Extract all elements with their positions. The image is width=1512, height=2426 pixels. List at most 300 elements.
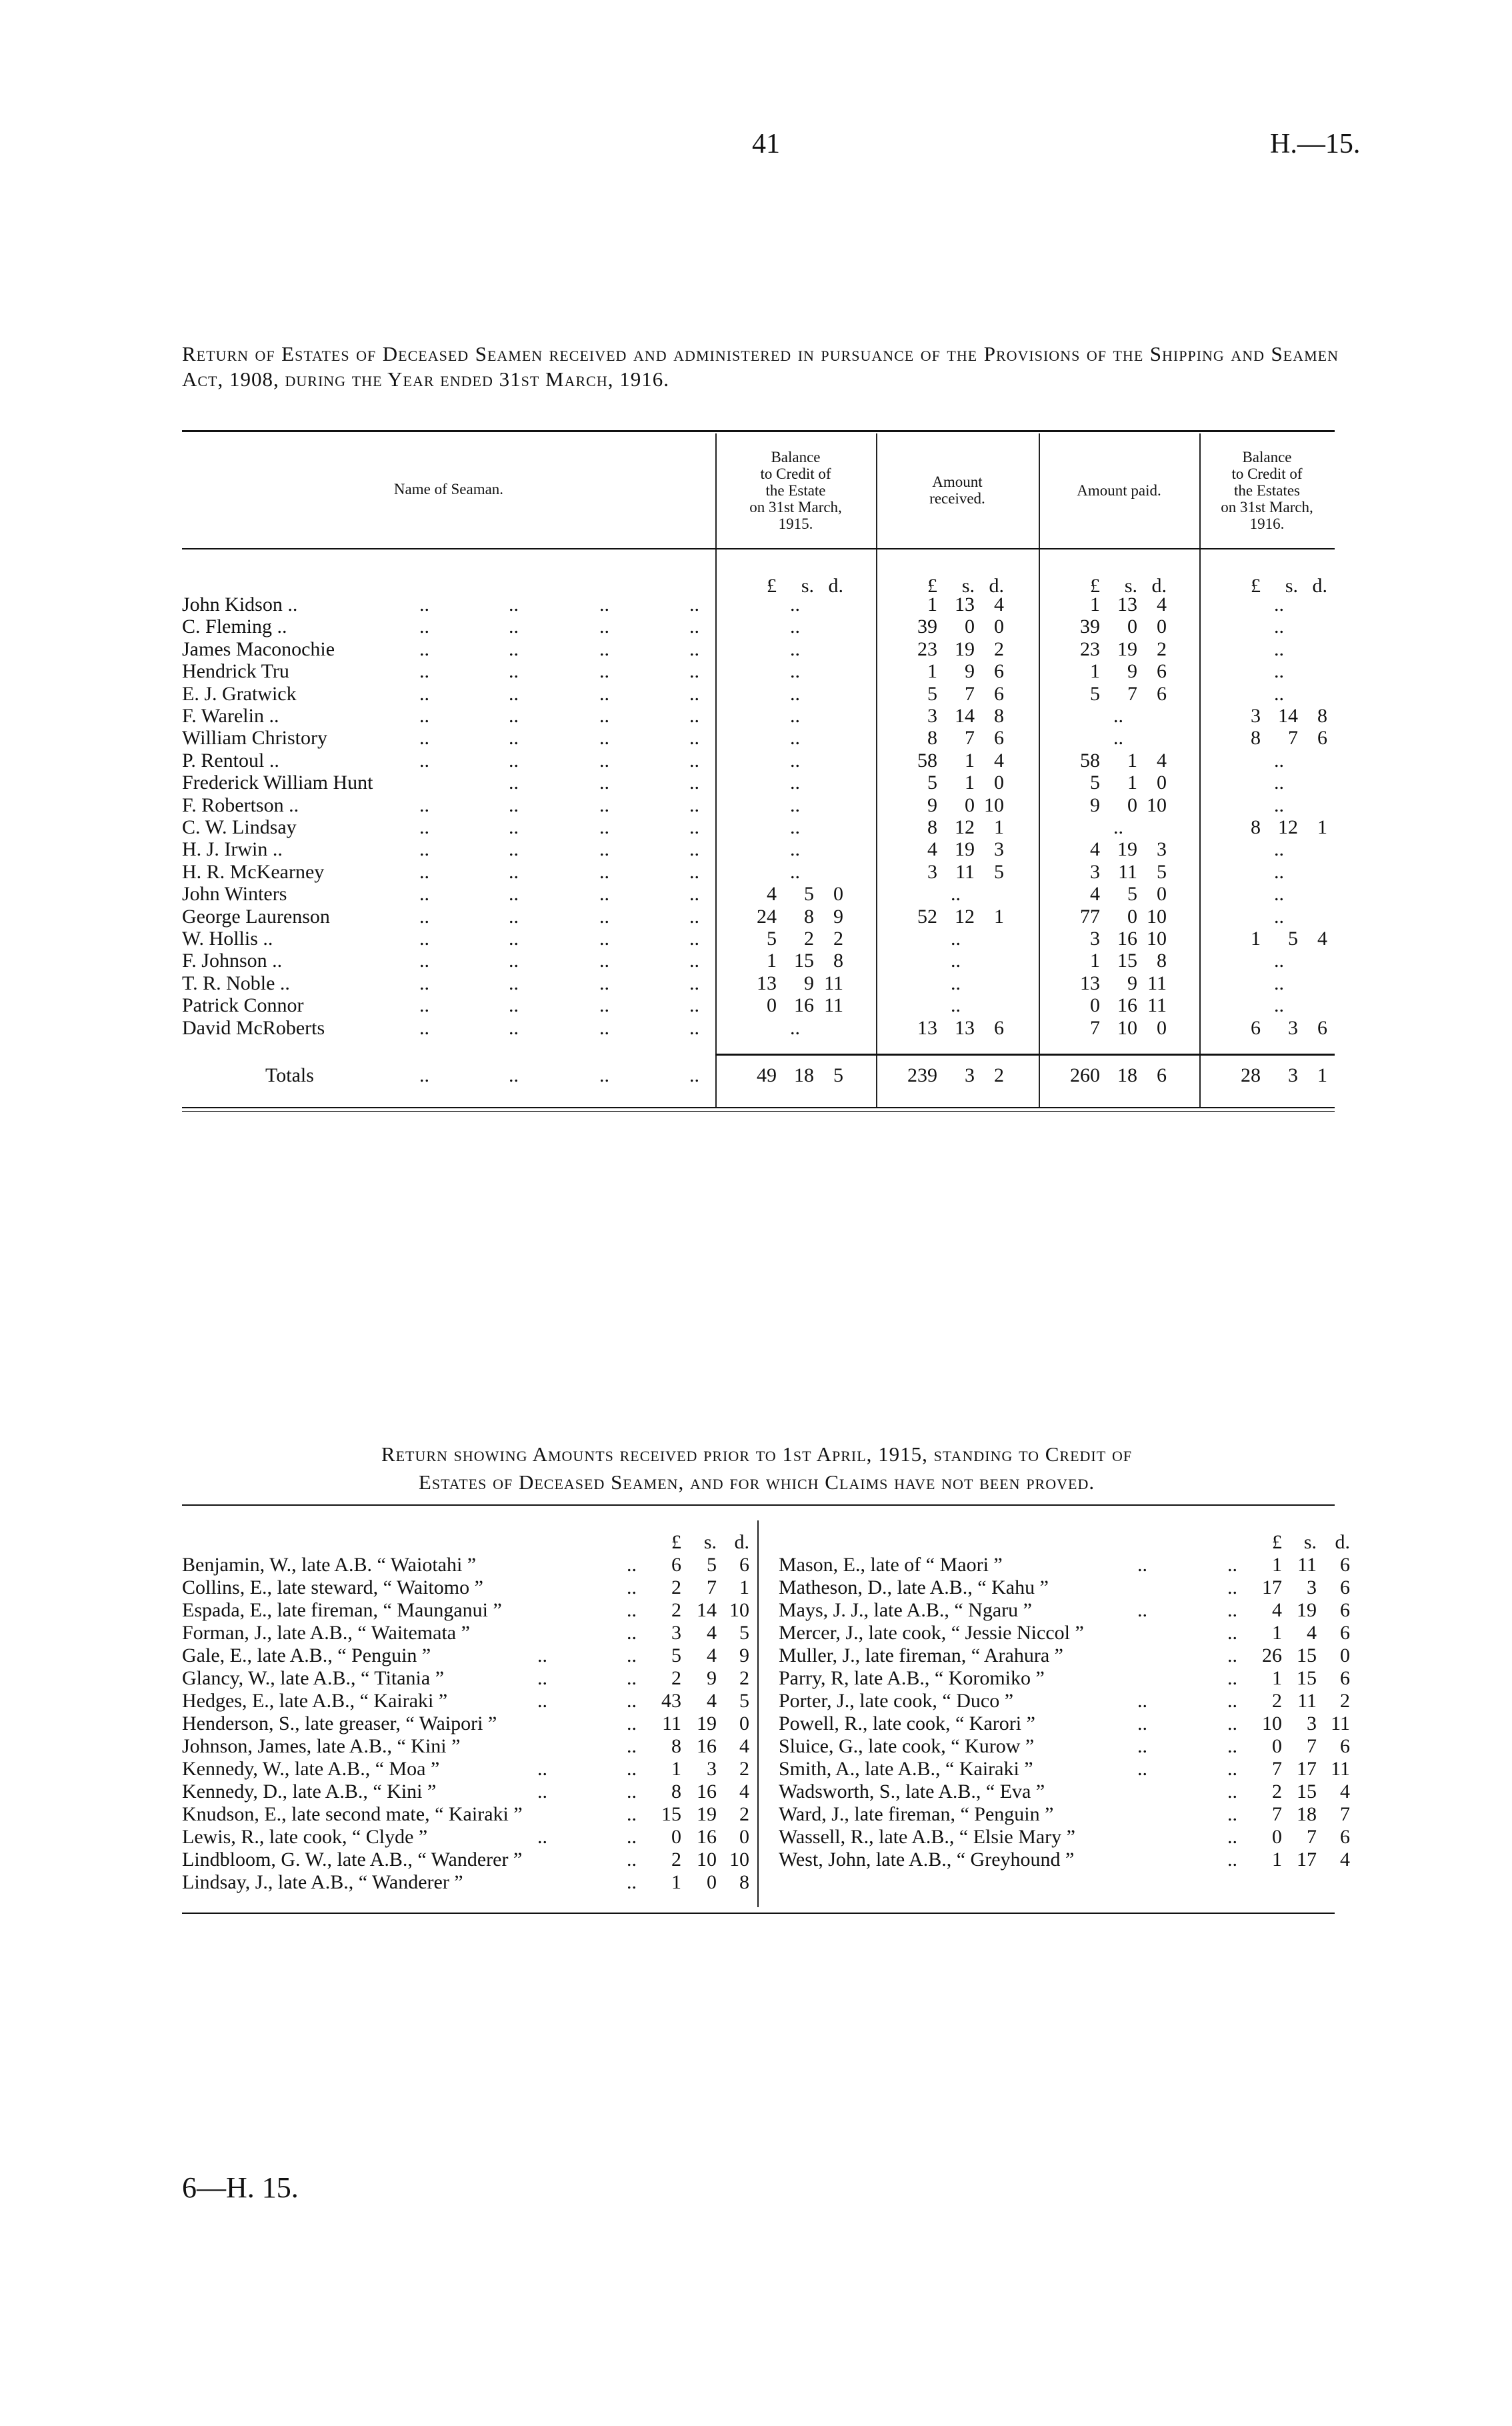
amount-pounds: 0 <box>671 1826 681 1848</box>
amount-pounds: 1 <box>1090 950 1100 972</box>
amount-pounds: 4 <box>1090 883 1100 906</box>
amount-pounds: 8 <box>927 727 937 750</box>
amount-shillings: 1 <box>965 749 975 772</box>
dot-leader: .. <box>509 838 519 861</box>
amount-shillings: 11 <box>1118 860 1137 883</box>
seaman-name: P. Rentoul .. <box>182 749 279 772</box>
dot-leader: .. <box>1227 1667 1237 1689</box>
amount-pence: 4 <box>1340 1780 1350 1802</box>
nil-marker: .. <box>951 928 961 950</box>
nil-marker: .. <box>951 972 961 994</box>
claimant-name: Gale, E., late A.B., “ Penguin ” <box>182 1644 431 1666</box>
nil-marker: .. <box>1274 682 1284 705</box>
seaman-name: David McRoberts <box>182 1016 325 1039</box>
amount-shillings: 15 <box>1297 1644 1317 1666</box>
amount-shillings: 13 <box>955 593 975 616</box>
claimant-name: Lindbloom, G. W., late A.B., “ Wanderer ” <box>182 1849 523 1871</box>
amount-shillings: 19 <box>1117 638 1137 660</box>
amount-pence: 9 <box>739 1644 749 1666</box>
dot-leader: .. <box>419 905 429 928</box>
amount-pence: 2 <box>833 928 843 950</box>
column-divider <box>1039 433 1040 1107</box>
amount-pence: 3 <box>994 838 1004 861</box>
amount-shillings: 14 <box>1278 705 1298 727</box>
dot-leader: .. <box>689 838 699 861</box>
dot-leader: .. <box>509 816 519 838</box>
table1-bottom-rule <box>182 1107 1335 1108</box>
unit-label: s. <box>1303 1531 1317 1553</box>
nil-marker: .. <box>790 838 800 861</box>
nil-marker: .. <box>1274 883 1284 906</box>
dot-leader: .. <box>599 950 609 972</box>
unit-label: s. <box>1124 575 1137 597</box>
nil-marker: .. <box>790 860 800 883</box>
amount-pence: 4 <box>1340 1849 1350 1871</box>
amount-pounds: 23 <box>917 638 937 660</box>
amount-shillings: 11 <box>955 860 975 883</box>
claimant-name: Lewis, R., late cook, “ Clyde ” <box>182 1826 428 1848</box>
amount-pence: 4 <box>994 593 1004 616</box>
amount-pence: 1 <box>994 905 1004 928</box>
amount-pence: 10 <box>1147 794 1167 816</box>
amount-shillings: 1 <box>1127 772 1137 794</box>
amount-pounds: 1 <box>767 950 777 972</box>
amount-pounds: 3 <box>671 1622 681 1644</box>
amount-pence: 8 <box>739 1871 749 1893</box>
amount-shillings: 8 <box>804 905 814 928</box>
nil-marker: .. <box>1274 638 1284 660</box>
seaman-name: T. R. Noble .. <box>182 972 290 994</box>
seaman-name: H. J. Irwin .. <box>182 838 283 861</box>
amount-shillings: 14 <box>697 1599 717 1621</box>
amount-pence: 11 <box>1147 972 1167 994</box>
amount-shillings: 7 <box>1307 1826 1317 1848</box>
column-header-line: the Estate <box>765 481 826 499</box>
dot-leader: .. <box>689 928 699 950</box>
amount-pounds: 3 <box>1090 860 1100 883</box>
claimant-name: Smith, A., late A.B., “ Kairaki ” <box>779 1758 1033 1780</box>
nil-marker: .. <box>790 816 800 838</box>
nil-marker: .. <box>1113 705 1123 727</box>
amount-pence: 1 <box>739 1576 749 1598</box>
dot-leader: .. <box>509 705 519 727</box>
amount-shillings: 18 <box>1297 1803 1317 1825</box>
amount-pence: 11 <box>1147 994 1167 1017</box>
dot-leader: .. <box>599 928 609 950</box>
amount-pence: 0 <box>994 616 1004 638</box>
amount-pence: 6 <box>1317 1016 1327 1039</box>
nil-marker: .. <box>1274 772 1284 794</box>
amount-pence: 4 <box>994 749 1004 772</box>
nil-marker: .. <box>790 1016 800 1039</box>
dot-leader: .. <box>419 705 429 727</box>
amount-pounds: 58 <box>1080 749 1100 772</box>
dot-leader: .. <box>627 1576 637 1598</box>
dot-leader: .. <box>419 816 429 838</box>
amount-pence: 10 <box>1147 905 1167 928</box>
column-divider <box>757 1520 759 1907</box>
dot-leader: .. <box>1137 1599 1147 1621</box>
amount-shillings: 15 <box>1117 950 1137 972</box>
amount-pence: 0 <box>1157 616 1167 638</box>
amount-pence: 5 <box>833 1064 843 1086</box>
dot-leader: .. <box>689 816 699 838</box>
seaman-name: F. Robertson .. <box>182 794 299 816</box>
dot-leader: .. <box>599 660 609 683</box>
amount-pence: 6 <box>994 727 1004 750</box>
nil-marker: .. <box>1274 994 1284 1017</box>
nil-marker: .. <box>951 950 961 972</box>
amount-shillings: 5 <box>1288 928 1298 950</box>
amount-pounds: 9 <box>927 794 937 816</box>
amount-pounds: 6 <box>671 1554 681 1576</box>
amount-shillings: 17 <box>1297 1758 1317 1780</box>
dot-leader: .. <box>599 727 609 750</box>
seaman-name: W. Hollis .. <box>182 928 273 950</box>
amount-pence: 0 <box>1340 1644 1350 1666</box>
amount-shillings: 4 <box>707 1690 717 1712</box>
amount-pence: 10 <box>984 794 1004 816</box>
amount-pounds: 1 <box>927 660 937 683</box>
claimant-name: Parry, R, late A.B., “ Koromiko ” <box>779 1667 1045 1689</box>
seaman-name: E. J. Gratwick <box>182 682 297 705</box>
unit-label: d. <box>1151 575 1167 597</box>
nil-marker: .. <box>1274 950 1284 972</box>
column-header-line: Amount paid. <box>1077 481 1161 499</box>
amount-pounds: 5 <box>767 928 777 950</box>
table1-title: Return of Estates of Deceased Seamen received and administered in pursuance of the Provisions of the Shipping and Seamen Act, 1908, during the Year ended 31st March, 1916. <box>182 342 1339 391</box>
amount-pounds: 23 <box>1080 638 1100 660</box>
amount-shillings: 9 <box>1127 972 1137 994</box>
claimant-name: West, John, late A.B., “ Greyhound ” <box>779 1849 1075 1871</box>
amount-pence: 6 <box>994 1016 1004 1039</box>
amount-pence: 2 <box>994 638 1004 660</box>
dot-leader: .. <box>537 1690 547 1712</box>
nil-marker: .. <box>790 616 800 638</box>
amount-pence: 6 <box>994 682 1004 705</box>
nil-marker: .. <box>790 727 800 750</box>
amount-pounds: 239 <box>907 1064 937 1086</box>
dot-leader: .. <box>509 972 519 994</box>
claimant-name: Wadsworth, S., late A.B., “ Eva ” <box>779 1780 1045 1802</box>
amount-pounds: 0 <box>767 994 777 1017</box>
amount-pence: 8 <box>994 705 1004 727</box>
amount-shillings: 3 <box>1288 1064 1298 1086</box>
amount-pounds: 2 <box>671 1576 681 1598</box>
dot-leader: .. <box>419 794 429 816</box>
amount-pounds: 13 <box>917 1016 937 1039</box>
dot-leader: .. <box>419 593 429 616</box>
seaman-name: George Laurenson <box>182 905 330 928</box>
amount-pence: 10 <box>1147 928 1167 950</box>
dot-leader: .. <box>599 682 609 705</box>
amount-pounds: 4 <box>767 883 777 906</box>
amount-pence: 2 <box>739 1758 749 1780</box>
amount-shillings: 19 <box>1297 1599 1317 1621</box>
dot-leader: .. <box>509 950 519 972</box>
claimant-name: Wassell, R., late A.B., “ Elsie Mary ” <box>779 1826 1075 1848</box>
amount-shillings: 11 <box>1297 1690 1317 1712</box>
dot-leader: .. <box>419 860 429 883</box>
amount-pounds: 26 <box>1262 1644 1282 1666</box>
dot-leader: .. <box>627 1758 637 1780</box>
column-header-line: to Credit of <box>1231 465 1303 482</box>
column-header-line: received. <box>929 490 985 507</box>
dot-leader: .. <box>509 593 519 616</box>
page-number: 41 <box>752 129 780 159</box>
dot-leader: .. <box>1227 1712 1237 1734</box>
dot-leader: .. <box>537 1826 547 1848</box>
amount-shillings: 18 <box>794 1064 814 1086</box>
amount-pounds: 0 <box>1090 994 1100 1017</box>
amount-pence: 11 <box>1331 1758 1350 1780</box>
seaman-name: F. Johnson .. <box>182 950 283 972</box>
nil-marker: .. <box>790 749 800 772</box>
dot-leader: .. <box>419 928 429 950</box>
amount-shillings: 0 <box>965 616 975 638</box>
header-name-of-seaman: Name of Seaman. <box>393 481 504 497</box>
amount-pence: 6 <box>1157 1064 1167 1086</box>
nil-marker: .. <box>1274 838 1284 861</box>
amount-pence: 0 <box>739 1826 749 1848</box>
amount-pounds: 8 <box>1251 727 1261 750</box>
footer-signature: 6—H. 15. <box>182 2171 299 2204</box>
nil-marker: .. <box>790 705 800 727</box>
amount-shillings: 19 <box>697 1712 717 1734</box>
amount-shillings: 16 <box>697 1735 717 1757</box>
table2-top-rule <box>182 1504 1335 1506</box>
amount-pence: 7 <box>1340 1803 1350 1825</box>
amount-shillings: 16 <box>697 1826 717 1848</box>
amount-shillings: 1 <box>1127 749 1137 772</box>
amount-shillings: 3 <box>707 1758 717 1780</box>
dot-leader: .. <box>419 1016 429 1039</box>
amount-shillings: 16 <box>1117 928 1137 950</box>
dot-leader: .. <box>689 660 699 683</box>
amount-pounds: 13 <box>1080 972 1100 994</box>
amount-pence: 0 <box>1157 883 1167 906</box>
dot-leader: .. <box>509 682 519 705</box>
amount-pounds: 1 <box>671 1871 681 1893</box>
dot-leader: .. <box>689 950 699 972</box>
dot-leader: .. <box>627 1803 637 1825</box>
unit-label: d. <box>1312 575 1327 597</box>
amount-pence: 6 <box>1340 1826 1350 1848</box>
amount-pounds: 9 <box>1090 794 1100 816</box>
dot-leader: .. <box>1227 1554 1237 1576</box>
amount-pence: 0 <box>1157 772 1167 794</box>
amount-pounds: 8 <box>671 1735 681 1757</box>
amount-pence: 4 <box>739 1735 749 1757</box>
dot-leader: .. <box>509 749 519 772</box>
dot-leader: .. <box>1227 1758 1237 1780</box>
nil-marker: .. <box>790 682 800 705</box>
amount-pence: 11 <box>824 972 843 994</box>
amount-pounds: 260 <box>1070 1064 1100 1086</box>
amount-pounds: 39 <box>1080 616 1100 638</box>
claimant-name: Sluice, G., late cook, “ Kurow ” <box>779 1735 1035 1757</box>
amount-shillings: 15 <box>1297 1780 1317 1802</box>
claimant-name: Muller, J., late fireman, “ Arahura ” <box>779 1644 1063 1666</box>
seaman-name: Frederick William Hunt <box>182 772 373 794</box>
claimant-name: Kennedy, D., late A.B., “ Kini ” <box>182 1780 437 1802</box>
amount-pounds: 7 <box>1090 1016 1100 1039</box>
amount-shillings: 3 <box>1307 1576 1317 1598</box>
dot-leader: .. <box>537 1780 547 1802</box>
header-bottom-rule <box>182 548 1335 549</box>
amount-pounds: 39 <box>917 616 937 638</box>
column-header-line: Amount <box>932 473 983 490</box>
amount-pence: 4 <box>1157 749 1167 772</box>
amount-pounds: 1 <box>927 593 937 616</box>
dot-leader: .. <box>419 972 429 994</box>
dot-leader: .. <box>1227 1735 1237 1757</box>
seaman-name: Hendrick Tru <box>182 660 289 683</box>
dot-leader: .. <box>627 1871 637 1893</box>
amount-pounds: 2 <box>671 1667 681 1689</box>
amount-pounds: 3 <box>927 705 937 727</box>
dot-leader: .. <box>599 749 609 772</box>
seaman-name: James Maconochie <box>182 638 335 660</box>
amount-shillings: 7 <box>1127 682 1137 705</box>
column-header-line: Balance <box>771 448 821 465</box>
amount-pounds: 1 <box>1251 928 1261 950</box>
amount-pence: 6 <box>994 660 1004 683</box>
claimant-name: Knudson, E., late second mate, “ Kairaki ” <box>182 1803 523 1825</box>
amount-pence: 0 <box>994 772 1004 794</box>
dot-leader: .. <box>689 616 699 638</box>
amount-shillings: 12 <box>955 905 975 928</box>
seaman-name: C. Fleming .. <box>182 616 287 638</box>
amount-pounds: 3 <box>1251 705 1261 727</box>
amount-pence: 4 <box>1157 593 1167 616</box>
amount-shillings: 3 <box>965 1064 975 1086</box>
amount-shillings: 4 <box>707 1644 717 1666</box>
dot-leader: .. <box>599 816 609 838</box>
nil-marker: .. <box>1113 727 1123 750</box>
column-divider <box>715 433 717 1107</box>
dot-leader: .. <box>689 994 699 1017</box>
nil-marker: .. <box>1274 794 1284 816</box>
amount-shillings: 14 <box>955 705 975 727</box>
amount-pounds: 2 <box>671 1599 681 1621</box>
amount-pence: 6 <box>1317 727 1327 750</box>
dot-leader: .. <box>509 727 519 750</box>
claimant-name: Matheson, D., late A.B., “ Kahu ” <box>779 1576 1049 1598</box>
dot-leader: .. <box>1137 1735 1147 1757</box>
unit-label: d. <box>828 575 843 597</box>
dot-leader: .. <box>1137 1554 1147 1576</box>
dot-leader: .. <box>509 1064 519 1086</box>
amount-shillings: 7 <box>965 727 975 750</box>
nil-marker: .. <box>1274 905 1284 928</box>
amount-pounds: 7 <box>1272 1803 1282 1825</box>
amount-shillings: 16 <box>1117 994 1137 1017</box>
claimant-name: Collins, E., late steward, “ Waitomo ” <box>182 1576 483 1598</box>
amount-shillings: 7 <box>707 1576 717 1598</box>
claimant-name: Lindsay, J., late A.B., “ Wanderer ” <box>182 1871 463 1893</box>
dot-leader: .. <box>599 838 609 861</box>
amount-pounds: 1 <box>1272 1667 1282 1689</box>
amount-pounds: 24 <box>757 905 777 928</box>
dot-leader: .. <box>689 883 699 906</box>
amount-pence: 2 <box>1157 638 1167 660</box>
dot-leader: .. <box>689 749 699 772</box>
amount-pounds: 1 <box>1090 593 1100 616</box>
amount-pounds: 4 <box>1090 838 1100 861</box>
dot-leader: .. <box>689 1064 699 1086</box>
dot-leader: .. <box>599 705 609 727</box>
amount-pence: 0 <box>1157 1016 1167 1039</box>
nil-marker: .. <box>1274 860 1284 883</box>
claimant-name: Hedges, E., late A.B., “ Kairaki ” <box>182 1690 448 1712</box>
amount-pounds: 2 <box>1272 1690 1282 1712</box>
column-divider <box>1199 433 1201 1107</box>
amount-pounds: 3 <box>927 860 937 883</box>
unit-label: s. <box>961 575 975 597</box>
amount-pence: 6 <box>1340 1667 1350 1689</box>
amount-pounds: 1 <box>1090 660 1100 683</box>
column-header-line: on 31st March, <box>1221 498 1313 515</box>
amount-pence: 8 <box>1317 705 1327 727</box>
dot-leader: .. <box>537 1758 547 1780</box>
dot-leader: .. <box>1227 1803 1237 1825</box>
nil-marker: .. <box>1274 972 1284 994</box>
amount-pence: 5 <box>994 860 1004 883</box>
dot-leader: .. <box>509 660 519 683</box>
claimant-name: Benjamin, W., late A.B. “ Waiotahi ” <box>182 1554 477 1576</box>
amount-pence: 9 <box>833 905 843 928</box>
dot-leader: .. <box>599 638 609 660</box>
amount-pence: 1 <box>1317 1064 1327 1086</box>
amount-pounds: 1 <box>1272 1849 1282 1871</box>
amount-pence: 6 <box>1157 682 1167 705</box>
dot-leader: .. <box>419 838 429 861</box>
amount-shillings: 12 <box>955 816 975 838</box>
dot-leader: .. <box>689 772 699 794</box>
amount-pence: 1 <box>1317 816 1327 838</box>
nil-marker: .. <box>1274 616 1284 638</box>
unit-label: £ <box>927 575 937 597</box>
dot-leader: .. <box>599 860 609 883</box>
amount-pounds: 5 <box>927 682 937 705</box>
amount-pounds: 1 <box>671 1758 681 1780</box>
nil-marker: .. <box>951 994 961 1017</box>
dot-leader: .. <box>627 1554 637 1576</box>
amount-shillings: 16 <box>697 1780 717 1802</box>
seaman-name: F. Warelin .. <box>182 705 279 727</box>
dot-leader: .. <box>627 1712 637 1734</box>
amount-pounds: 6 <box>1251 1016 1261 1039</box>
table2-title-line2: Estates of Deceased Seamen, and for which Claims have not been proved. <box>418 1470 1095 1494</box>
table2-bottom-rule <box>182 1913 1335 1914</box>
amount-shillings: 15 <box>794 950 814 972</box>
dot-leader: .. <box>627 1667 637 1689</box>
dot-leader: .. <box>599 794 609 816</box>
unit-label: d. <box>1335 1531 1350 1553</box>
dot-leader: .. <box>509 905 519 928</box>
amount-shillings: 17 <box>1297 1849 1317 1871</box>
amount-pounds: 5 <box>927 772 937 794</box>
amount-pounds: 3 <box>1090 928 1100 950</box>
dot-leader: .. <box>1227 1576 1237 1598</box>
amount-shillings: 9 <box>804 972 814 994</box>
claimant-name: Espada, E., late fireman, “ Maunganui ” <box>182 1599 502 1621</box>
nil-marker: .. <box>951 883 961 906</box>
amount-pence: 1 <box>994 816 1004 838</box>
dot-leader: .. <box>1227 1826 1237 1848</box>
dot-leader: .. <box>599 616 609 638</box>
